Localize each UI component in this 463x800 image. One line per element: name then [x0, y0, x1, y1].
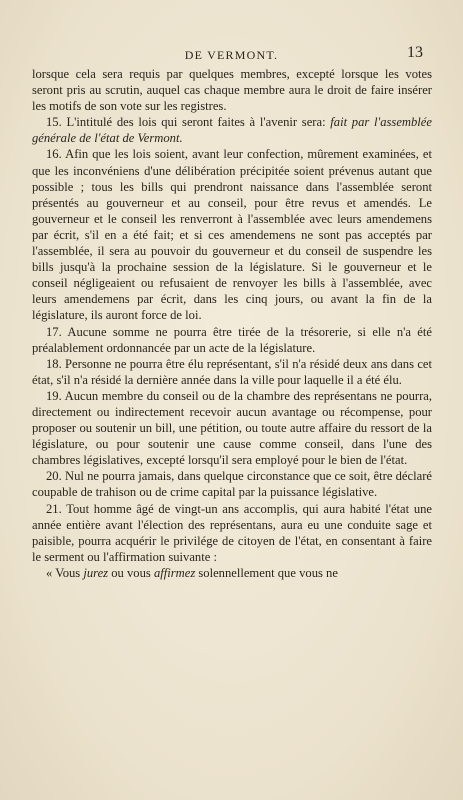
oath-text-middle: ou vous: [111, 565, 151, 580]
oath-text-start: « Vous: [46, 565, 81, 580]
oath-italic-affirmez: affirmez: [153, 565, 196, 580]
article-16: 16. Afin que les lois soient, avant leur confection, mûrement examinées, et que les inconvéniens d'une délibération précipitée soient prévenus autant que possible ; tous les bills qui prendront naissance dans l'assemblée seront présentés au gouverneur et au conseil, pour être revus et amendés. Le gouverneur et le conseil les renverront à l'assemblée avec leurs amendemens par écrit, s'il en a été fait; et si ces amendemens ne sont pas acceptés par l'assemblée, il sera au pouvoir du gouverneur et du conseil de suspendre les bills jusqu'à la prochaine session de la législature. Si le gouverneur et le conseil négligeaient ou refusaient de renvoyer les bills à l'assemblée, avec leurs amendemens par écrit, dans les cinq jours, ou avant la fin de la législature, ils auront force de loi.: [32, 147, 432, 323]
paragraph-14-continuation: lorsque cela sera requis par quelques membres, excepté lorsque les votes seront pris au scrutin, auquel cas chaque membre aura le droit de faire insérer les motifs de son vote sur les registres.: [32, 67, 432, 114]
page-number: 13: [407, 44, 423, 61]
article-20: 20. Nul ne pourra jamais, dans quelque circonstance que ce soit, être déclaré coupable de trahison ou de crime capital par la puissance législative.: [32, 469, 432, 500]
body-text: [32, 66, 432, 581]
article-15-text: 15. L'intitulé des lois qui seront faites à l'avenir sera:: [46, 115, 326, 130]
running-title: DE VERMONT.: [184, 48, 279, 62]
oath-text-end: solennellement que vous ne: [198, 565, 338, 580]
article-15-italic-title: fait par l'assemblée générale de l'état de Vermont.: [32, 115, 432, 146]
article-18: 18. Personne ne pourra être élu représentant, s'il n'a résidé deux ans dans cet état, s'il n'a résidé la dernière année dans la ville pour laquelle il a été élu.: [32, 356, 432, 387]
article-21: 21. Tout homme âgé de vingt-un ans accomplis, qui aura habité l'état une année entière avant l'élection des représentans, aura eu une conduite sage et paisible, pourra acquérir le privilége de citoyen de l'état, en consentant à faire le serment ou l'affirmation suivante :: [32, 501, 432, 564]
article-15: [32, 114, 432, 146]
oath-italic-jurez: jurez: [83, 565, 109, 580]
page-header: [32, 46, 431, 66]
article-17: 17. Aucune somme ne pourra être tirée de la trésorerie, si elle n'a été préalablement ordonnancée par un acte de la législature.: [32, 324, 432, 355]
oath-line: [32, 565, 432, 581]
article-19: 19. Aucun membre du conseil ou de la chambre des représentans ne pourra, directement ou indirectement recevoir aucun avantage ou récompense, pour proposer ou soutenir un bill, une pétition, ou toute autre affaire du ressort de la législature, ou pour soutenir une cause comme conseil, dans l'une des chambres législatives, excepté lorsqu'il sera employé pour le bien de l'état.: [32, 388, 432, 468]
